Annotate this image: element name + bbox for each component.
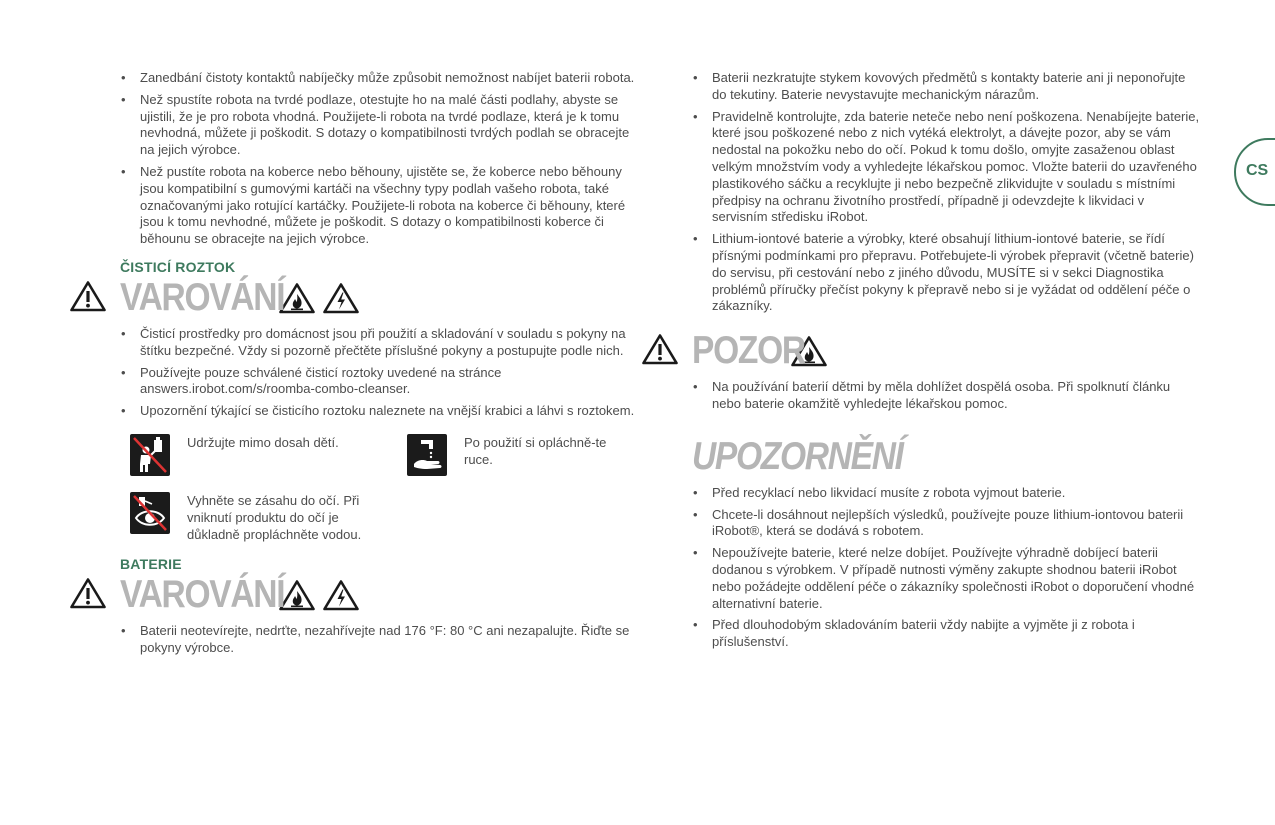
notice-bullet-list — [692, 485, 1202, 651]
left-column — [120, 70, 635, 662]
caution-heading — [692, 329, 1202, 373]
list-item: • Lithium-iontové baterie a výrobky, které obsahují lithium-iontové baterie, se řídí přísnými podmínkami pro přepravu. Potřebujete-li výrobek přepravit (včetně baterie) do servisu, při cestování nebo z jiného důvodu, MUSÍTE si v sekci Diagnostika problémů příručky přečíst pokyny k přepravě nebo si je vyžádat od oddělení péče o zákazníky. — [692, 231, 1202, 315]
list-item: • Než pustíte robota na koberce nebo běhouny, ujistěte se, že koberce nebo běhouny jsou kompatibilní s gumovými kartáči na všechny typy podlah vašeho robota, také označovanými jako rotující kartáčky. Použijete-li robota na koberce či běhouny, které jsou k tomu nevhodné, můžete je poškodit. S dotazy o kompatibilnosti koberce či běhounu se obracejte na jejich výrobce. — [120, 164, 635, 248]
list-item: • Baterii nezkratujte stykem kovových předmětů s kontakty baterie ani ji neponořujte do tekutiny. Baterie nevystavujte mechanickým nárazům. — [692, 70, 1202, 104]
warning-triangle-icon — [70, 577, 106, 609]
wash-hands-icon — [407, 434, 447, 476]
safety-item-keep-away-children — [130, 434, 407, 476]
warning-heading-solution — [120, 276, 635, 320]
electrical-hazard-icon — [323, 579, 359, 611]
safety-text: Udržujte mimo dosah dětí. — [187, 434, 339, 450]
caution-bullet-list — [692, 379, 1202, 413]
right-column — [692, 70, 1202, 656]
safety-text: Po použití si opláchně-te ruce. — [464, 434, 607, 467]
list-item: • Před recyklací nebo likvidací musíte z robota vyjmout baterie. — [692, 485, 1202, 502]
warning-heading-text: VAROVÁNÍ — [120, 572, 285, 616]
list-item: • Čisticí prostředky pro domácnost jsou při použití a skladování v souladu s pokyny na štítku bezpečné. Vždy si pozorně přečtěte příslušné pokyny a postupujte podle nich. — [120, 326, 635, 360]
list-item: • Nepoužívejte baterie, které nelze dobíjet. Používejte výhradně dobíjecí baterii dodanou s výrobkem. V případě nutnosti výměny zakupte shodnou baterii iRobot nebo požádejte oddělení péče o zákazníky společnosti iRobot o doporučení vhodné alternativní baterie. — [692, 545, 1202, 612]
list-item: • Pravidelně kontrolujte, zda baterie neteče nebo není poškozena. Nenabíjejte baterie, které jsou poškozené nebo z nich vytéká elektrolyt, a dávejte pozor, aby se vám nedostal na pokožku nebo do očí. Pokud k tomu došlo, omyjte zasaženou oblast velkým množstvím vody a vyhledejte lékařskou pomoc. Vložte baterii do uzavřeného plastikového sáčku a recyklujte ji nebo bezpečně zlikvidujte v souladu s místními předpisy na ochranu životního prostředí, případně ji odevzdejte k likvidaci v servisním středisku iRobot. — [692, 109, 1202, 227]
list-item: • Baterii neotevírejte, nedrťte, nezahřívejte nad 176 °F: 80 °C ani nezapalujte. Řiďte se pokyny výrobce. — [120, 623, 635, 657]
list-item: • Používejte pouze schválené čisticí roztoky uvedené na stránce answers.irobot.com/s/roomba-combo-cleanser. — [120, 365, 635, 399]
avoid-eyes-icon — [130, 492, 170, 534]
section-title-cleaning-solution: ČISTICÍ ROZTOK — [120, 258, 236, 275]
solution-bullet-list — [120, 326, 635, 420]
battery-bullet-list — [120, 623, 635, 657]
language-tab-label: CS — [1246, 162, 1269, 179]
warning-heading-text: VAROVÁNÍ — [120, 275, 285, 319]
keep-away-children-icon — [130, 434, 170, 476]
section-title-battery: BATERIE — [120, 555, 182, 572]
language-tab — [1234, 138, 1275, 206]
safety-text: Vyhněte se zásahu do očí. Při vniknutí produktu do očí je důkladně propláchněte vodou. — [187, 492, 362, 542]
list-item: • Na používání baterií dětmi by měla dohlížet dospělá osoba. Při spolknutí článku nebo baterie okamžitě vyhledejte lékařskou pomoc. — [692, 379, 1202, 413]
caution-heading-text: POZOR — [692, 329, 805, 373]
intro-bullet-list — [120, 70, 635, 248]
notice-heading-text: UPOZORNĚNÍ — [692, 434, 903, 478]
flammable-icon — [279, 579, 315, 611]
warning-triangle-icon — [70, 280, 106, 312]
list-item: • Zanedbání čistoty kontaktů nabíječky může způsobit nemožnost nabíjet baterii robota. — [120, 70, 635, 87]
list-item: • Upozornění týkající se čisticího roztoku naleznete na vnější krabici a láhvi s roztokem. — [120, 403, 635, 420]
battery-continued-bullet-list — [692, 70, 1202, 315]
warning-heading-battery — [120, 573, 635, 617]
safety-item-wash-hands — [407, 434, 637, 476]
warning-triangle-icon — [642, 333, 678, 365]
list-item: • Před dlouhodobým skladováním baterii vždy nabijte a vyjměte ji z robota i příslušenství. — [692, 617, 1202, 651]
safety-item-avoid-eyes — [130, 492, 407, 543]
list-item: • Chcete-li dosáhnout nejlepších výsledků, používejte pouze lithium-iontovou baterii iRobot®, která se dodává s robotem. — [692, 507, 1202, 541]
list-item: • Než spustíte robota na tvrdé podlaze, otestujte ho na malé části podlahy, abyste se ujistili, že je pro robota vhodná. Použijete-li robota na tvrdé podlaze, která je k tomu nevhodná, můžete ji poškodit. S dotazy o kompatibilnosti tvrdých podlah se obracejte na jejich výrobce. — [120, 92, 635, 159]
electrical-hazard-icon — [323, 282, 359, 314]
solution-safety-icons — [130, 434, 635, 543]
flammable-icon — [279, 282, 315, 314]
